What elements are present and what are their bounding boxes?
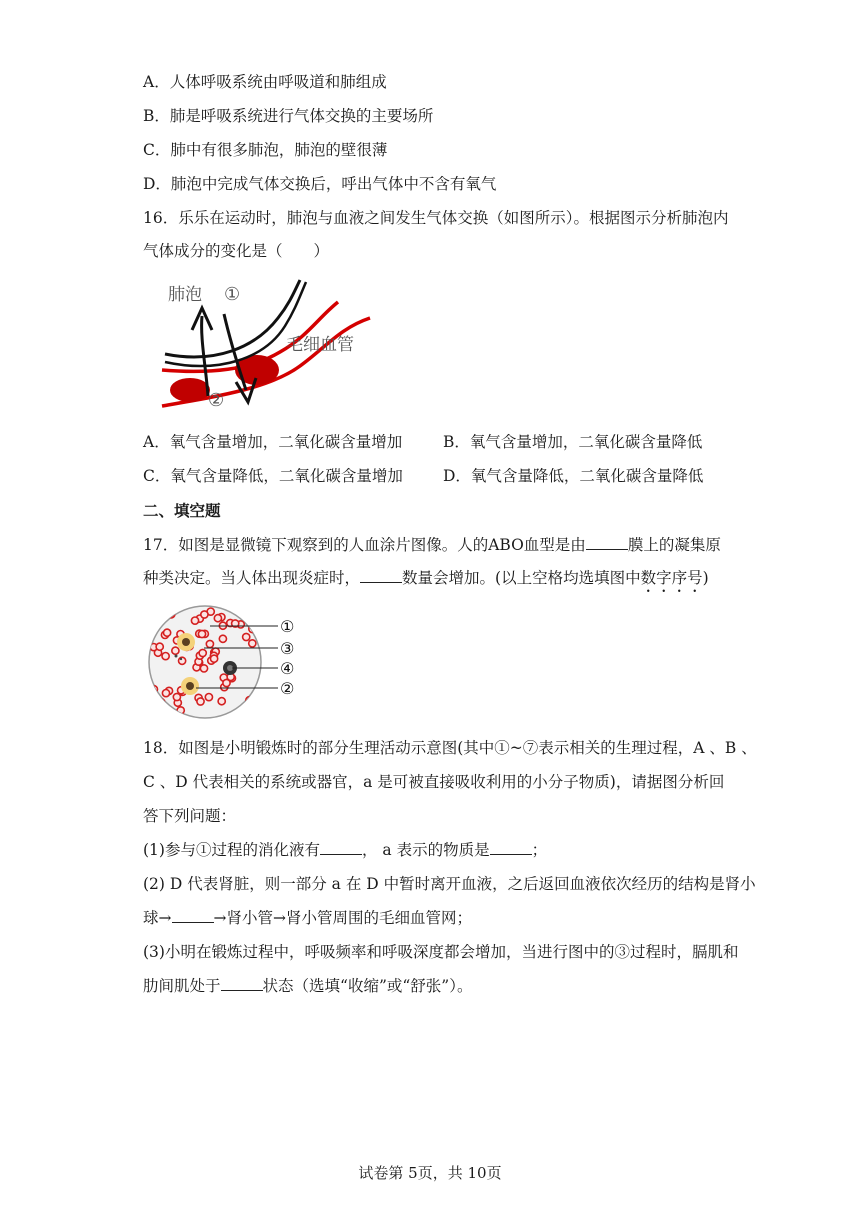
q18-sub3-line2 [143,976,472,996]
white-blood-cell-nucleus [186,682,194,690]
red-blood-cell [214,615,221,622]
answer-blank [320,840,362,855]
q18-sub2-line2 [143,908,472,928]
red-blood-cell [205,694,212,701]
q18-sub1 [143,840,547,860]
red-blood-cell [172,647,179,654]
red-blood-cell [211,655,218,662]
q17-text: 17．如图是显微镜下观察到的人血涂片图像。人的ABO血型是由 [143,536,586,554]
red-blood-cell [197,698,204,705]
answer-blank [490,840,532,855]
q16-option-c: C．氧气含量降低，二氧化碳含量增加 [143,467,403,485]
q16-option-d: D．氧气含量降低，二氧化碳含量降低 [443,467,704,485]
red-blood-cell [158,704,165,711]
q16-option-a: A．氧气含量增加，二氧化碳含量增加 [143,433,403,451]
red-blood-cell [167,710,174,717]
red-blood-cell [223,679,230,686]
label-1: ① [280,617,295,636]
white-blood-cell-nucleus [182,638,190,646]
red-blood-cell [162,690,169,697]
q18-text: ， a 表示的物质是 [361,841,490,859]
platelet [175,655,178,658]
q16-options-row2 [143,466,703,486]
answer-blank [172,908,214,923]
red-blood-cell [219,635,226,642]
red-blood-cell [247,708,254,715]
q18-text: 状态（选填“收缩”或“舒张”）。 [262,977,473,995]
q18-sub2-line1: (2) D 代表肾脏，则一部分 a 在 D 中暂时离开血液，之后返回血液依次经历的结构是肾小 [143,875,756,893]
red-blood-cell [179,657,186,664]
q16-options-row1 [143,432,703,452]
q18-line2: C 、D 代表相关的系统或器官，a 是可被直接吸收利用的小分子物质)，请据图分析回 [143,773,725,791]
q15-option-c: C．肺中有很多肺泡，肺泡的壁很薄 [143,141,388,159]
q17-text: 数量会增加。(以上空格均选填图中 [402,569,641,587]
red-blood-cell [164,629,171,636]
label-2: ② [280,679,295,698]
label-circle-2: ② [208,390,225,411]
q16-stem-line2: 气体成分的变化是（ ） [143,242,330,260]
emphasized-text: 数字序号 [640,569,703,587]
q17-text: 种类决定。当人体出现炎症时， [143,569,361,587]
q18-text: 肋间肌处于 [143,977,221,995]
label-alveolus: 肺泡 [168,285,202,305]
red-blood-cell [206,640,213,647]
q18-text: →肾小管→肾小管周围的毛细血管网； [213,909,472,927]
red-blood-cell [152,622,159,629]
alveolus-capillary-figure [160,278,375,418]
answer-blank [360,568,402,583]
red-blood-cell [159,710,166,717]
q18-text: ； [531,841,548,859]
red-blood-cell [170,378,210,402]
red-blood-cell [173,693,180,700]
q18-sub3-line1: (3)小明在锻炼过程中，呼吸频率和呼吸深度都会增加，当进行图中的③过程时，膈肌和 [143,943,739,961]
red-blood-cell [201,611,208,618]
label-4: ④ [280,659,295,678]
section-heading: 二、填空题 [143,501,221,520]
q18-line3: 答下列问题： [143,807,237,825]
red-blood-cell [249,640,256,647]
answer-blank [221,976,263,991]
page-footer: 试卷第 5页，共 10页 [358,1164,502,1182]
red-blood-cell [239,708,246,715]
q18-text: (1)参与①过程的消化液有 [143,841,320,859]
label-3: ③ [280,639,295,658]
red-blood-cell [199,649,206,656]
red-blood-cell [158,699,165,706]
red-blood-cell [218,698,225,705]
label-circle-1: ① [224,284,241,305]
q16-option-b: B．氧气含量增加，二氧化碳含量降低 [443,433,703,451]
red-blood-cell [243,633,250,640]
red-blood-cell [156,643,163,650]
red-blood-cell [162,653,169,660]
red-blood-cell [158,608,165,615]
q18-line1: 18．如图是小明锻炼时的部分生理活动示意图(其中①~⑦表示相关的生理过程，A 、B 、 [143,739,757,757]
q17-text: 膜上的凝集原 [627,536,721,554]
platelet [180,658,182,660]
q15-option-a: A．人体呼吸系统由呼吸道和肺组成 [143,73,387,91]
red-blood-cell [198,630,205,637]
red-blood-cell [167,606,174,613]
q16-stem-line1: 16．乐乐在运动时，肺泡与血液之间发生气体交换（如图所示）。根据图示分析肺泡内 [143,209,729,227]
q18-text: 球→ [143,909,172,927]
q17-line1 [143,535,721,555]
red-blood-cell [191,617,198,624]
q17-line2 [143,568,709,596]
blood-smear-figure [148,604,308,724]
q15-option-d: D．肺泡中完成气体交换后，呼出气体中不含有氧气 [143,175,497,193]
answer-blank [586,535,628,550]
label-capillary: 毛细血管 [286,335,354,355]
q15-option-b: B．肺是呼吸系统进行气体交换的主要场所 [143,107,434,125]
q17-text: ) [702,569,709,587]
